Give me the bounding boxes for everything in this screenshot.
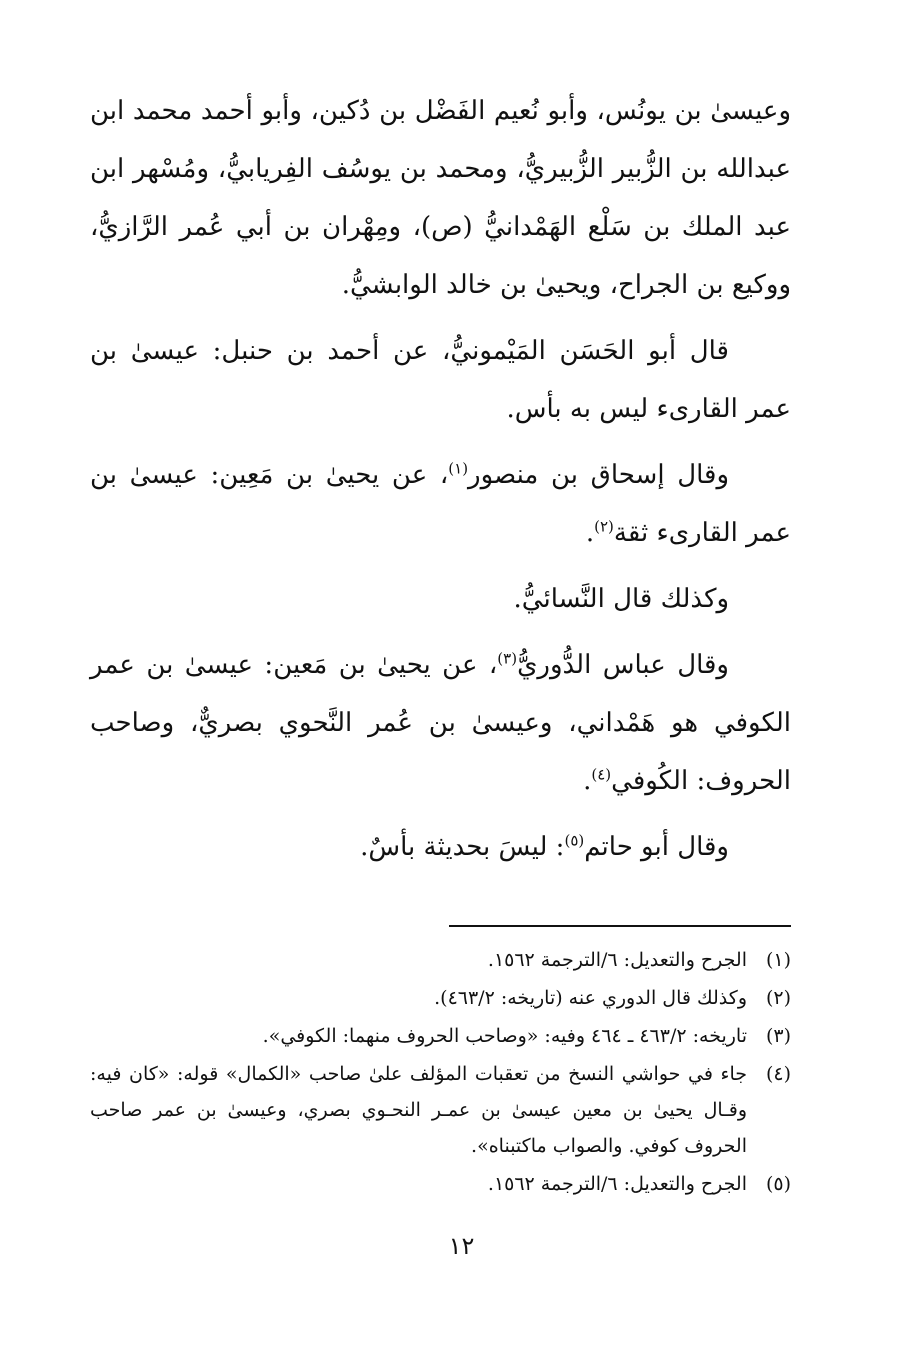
main-text	[90, 82, 791, 884]
footnote-text: جاء في حواشي النسخ من تعقبات المؤلف علىٰ صاحب «الكمال» قوله: «كان فيه: وقـال يحيىٰ بن معين عيسىٰ بن عمـر النحـوي بصري، وعيسىٰ بن عمر صاحب الحروف كوفي. والصواب ماكتبناه».	[90, 1063, 747, 1157]
paragraph-duri	[90, 636, 791, 810]
paragraph-text: ، عن يحيىٰ بن مَعِين: عيسىٰ بن عمر القارىء ثقة	[90, 460, 791, 548]
paragraph-maymuni	[90, 322, 791, 438]
paragraph-abu-hatim	[90, 818, 791, 876]
footnote-3	[90, 1018, 791, 1054]
paragraph-text: .	[583, 766, 592, 796]
footnote-4	[90, 1056, 791, 1164]
paragraph-nasai	[90, 570, 791, 628]
paragraph-text: قال أبو الحَسَن المَيْمونيُّ، عن أحمد بن حنبل: عيسىٰ بن عمر القارىء ليس به بأس.	[90, 336, 791, 424]
footnote-text: الجرح والتعديل: ٦/الترجمة ١٥٦٢.	[487, 949, 747, 971]
footnote-1	[90, 942, 791, 978]
footnote-number: (٤)	[765, 1063, 791, 1085]
footnote-ref-2[interactable]: (٢)	[594, 517, 614, 536]
paragraph-text: وكذلك قال النَّسائيُّ.	[513, 584, 729, 614]
paragraph-ishaq	[90, 446, 791, 562]
footnotes	[90, 942, 791, 1204]
paragraph-text: وعيسىٰ بن يونُس، وأبو نُعيم الفَضْل بن دُكين، وأبو أحمد محمد ابن عبدالله بن الزُّبير الزُّبيريُّ، ومحمد بن يوسُف الفِريابيُّ، ومُسْهر ابن عبد الملك بن سَلْع الهَمْدانيُّ (ص)، ومِهْران بن أبي عُمر الرَّازيُّ، ووكيع بن الجراح، ويحيىٰ بن خالد الوابشيُّ.	[90, 96, 791, 300]
footnote-5	[90, 1166, 791, 1202]
paragraph-text: وقال عباس الدُّوريُّ	[517, 650, 729, 680]
paragraph-text: ، عن يحيىٰ بن مَعين: عيسىٰ بن عمر الكوفي هو هَمْداني، وعيسىٰ بن عُمر النَّحوي بصريٌّ، وصاحب الحروف: الكُوفي	[90, 650, 791, 796]
footnote-divider	[449, 925, 791, 927]
footnote-ref-3[interactable]: (٣)	[497, 649, 518, 668]
footnote-ref-1[interactable]: (١)	[448, 459, 469, 478]
footnote-text: وكذلك قال الدوري عنه (تاريخه: ٤٦٣/٢).	[434, 987, 747, 1009]
footnote-text: الجرح والتعديل: ٦/الترجمة ١٥٦٢.	[487, 1173, 747, 1195]
footnote-number: (١)	[765, 949, 791, 971]
paragraph-text: : ليسَ بحديثة بأسٌ.	[360, 832, 565, 862]
footnote-2	[90, 980, 791, 1016]
footnote-number: (٥)	[765, 1173, 791, 1195]
footnote-number: (٢)	[765, 987, 791, 1009]
footnote-ref-5[interactable]: (٥)	[564, 831, 585, 850]
paragraph-text: .	[585, 518, 595, 548]
footnote-text: تاريخه: ٤٦٣/٢ ـ ٤٦٤ وفيه: «وصاحب الحروف منهما: الكوفي».	[262, 1025, 747, 1047]
paragraph-narrators-list	[90, 82, 791, 314]
page-number: ١٢	[448, 1232, 475, 1260]
paragraph-text: وقال إسحاق بن منصور	[468, 460, 729, 490]
paragraph-text: وقال أبو حاتم	[584, 832, 729, 862]
footnote-number: (٣)	[765, 1025, 791, 1047]
footnote-ref-4[interactable]: (٤)	[591, 765, 612, 784]
